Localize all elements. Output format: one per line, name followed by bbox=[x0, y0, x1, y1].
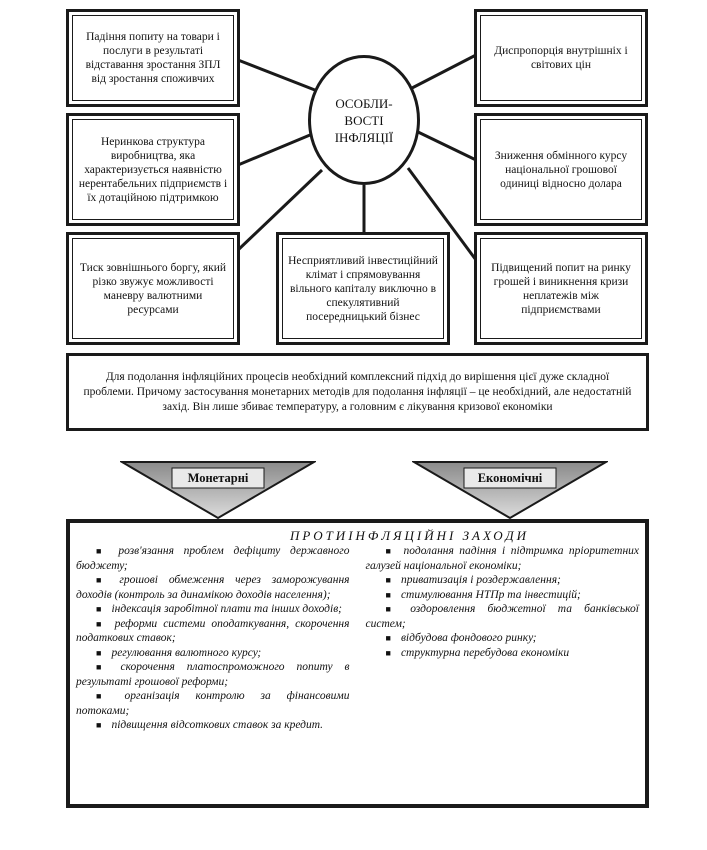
arrow-monetary bbox=[120, 460, 316, 520]
economic-list bbox=[366, 544, 640, 660]
measure-text: структурна перебудова економіки bbox=[400, 646, 570, 659]
bullet-icon: ■ bbox=[385, 647, 391, 658]
measure-text: реформи системи оподаткування, скорочення податкових ставок; bbox=[76, 617, 350, 644]
measure-item bbox=[76, 646, 350, 661]
bullet-icon: ■ bbox=[96, 546, 109, 556]
measure-text: організація контролю за фінансовими потоками; bbox=[76, 690, 350, 717]
measure-text: приватизація і роздержавлення; bbox=[400, 574, 561, 586]
measure-item bbox=[76, 544, 350, 573]
summary-box bbox=[66, 353, 649, 431]
measure-item bbox=[366, 573, 640, 588]
monetary-list bbox=[76, 544, 350, 733]
measure-item bbox=[366, 544, 640, 573]
connector-demand-lag bbox=[238, 60, 320, 92]
feature-text: Підвищений попит на ринку грошей і виникнення кризи неплатежів між підприємствами bbox=[480, 238, 642, 339]
economic-measures bbox=[366, 544, 640, 733]
arrow-down-icon bbox=[120, 460, 316, 520]
center-label: ОСОБЛИ-ВОСТІ ІНФЛЯЦІЇ bbox=[334, 95, 394, 145]
bullet-icon: ■ bbox=[96, 720, 102, 730]
measure-text: грошові обмеження через заморожування доходів (контроль за динамікою доходів населення); bbox=[76, 574, 350, 601]
measure-text: підвищення відсоткових ставок за кредит. bbox=[111, 719, 324, 731]
measure-item bbox=[366, 631, 640, 646]
monetary-measures bbox=[76, 544, 350, 733]
measure-item bbox=[76, 617, 350, 646]
measure-item bbox=[76, 660, 350, 689]
connector-price-disproportion bbox=[412, 55, 476, 88]
arrow-monetary-label: Монетарні bbox=[187, 471, 249, 485]
bullet-icon: ■ bbox=[96, 647, 102, 658]
measure-item bbox=[76, 602, 350, 617]
feature-text: Неринкова структура виробництва, яка характеризується наявністю нерентабельних підприємств і їх дотаційною підтримкою bbox=[72, 119, 234, 220]
connector-nonmarket-structure bbox=[238, 135, 310, 165]
bullet-icon: ■ bbox=[385, 633, 391, 643]
measure-item bbox=[76, 689, 350, 718]
measure-text: скорочення платоспроможного попиту в результаті грошової реформи; bbox=[76, 661, 350, 688]
feature-exchange-rate bbox=[474, 113, 648, 226]
bullet-icon: ■ bbox=[96, 618, 105, 629]
measure-item bbox=[76, 573, 350, 602]
measure-item bbox=[366, 602, 640, 631]
measure-item bbox=[366, 588, 640, 603]
bullet-icon: ■ bbox=[96, 691, 115, 701]
measure-text: стимулювання НТПр та інвестицій; bbox=[400, 588, 581, 601]
bullet-icon: ■ bbox=[385, 546, 394, 556]
feature-demand-lag bbox=[66, 9, 240, 107]
feature-investment-climate bbox=[276, 232, 450, 345]
bullet-icon: ■ bbox=[385, 575, 391, 585]
bullet-icon: ■ bbox=[96, 662, 111, 672]
arrow-economic-label: Економічні bbox=[477, 471, 543, 485]
measure-item bbox=[76, 718, 350, 733]
measure-text: регулювання валютного курсу; bbox=[111, 646, 262, 659]
feature-text: Тиск зовнішнього боргу, який різко звужує можливості маневру валютними ресурсами bbox=[72, 238, 234, 339]
measure-item bbox=[366, 646, 640, 661]
feature-money-demand bbox=[474, 232, 648, 345]
measures-box bbox=[66, 519, 649, 808]
measure-text: індексація заробітної плати та інших доходів; bbox=[111, 603, 343, 615]
center-circle bbox=[308, 55, 420, 185]
feature-price-disproportion bbox=[474, 9, 648, 107]
measure-text: відбудова фондового ринку; bbox=[400, 632, 537, 644]
arrow-down-icon bbox=[412, 460, 608, 520]
feature-text: Падіння попиту на товари і послуги в результаті відставання зростання ЗПЛ від зростання споживчих bbox=[72, 15, 234, 101]
feature-external-debt bbox=[66, 232, 240, 345]
summary-text: Для подолання інфляційних процесів необхідний комплексний підхід до вирішення цієї дуже складної проблеми. Причому застосування монетарних методів для подолання інфляції – це необхідний, але недостатній захід. Він лише збиває температуру, а головним є лікування кризової економіки bbox=[83, 370, 632, 413]
measure-text: подолання падіння і підтримка пріоритетних галузей національної економіки; bbox=[365, 545, 640, 572]
bullet-icon: ■ bbox=[96, 575, 110, 585]
feature-text: Несприятливий інвестиційний клімат і спрямовування вільного капіталу виключно в спекулятивний посередницький бізнес bbox=[282, 238, 444, 339]
connector-exchange-rate bbox=[418, 132, 476, 160]
feature-text: Диспропорція внутрішніх і світових цін bbox=[480, 15, 642, 101]
feature-nonmarket-structure bbox=[66, 113, 240, 226]
feature-text: Зниження обмінного курсу національної грошової одиниці відносно долара bbox=[480, 119, 642, 220]
bullet-icon: ■ bbox=[96, 604, 102, 614]
measure-text: оздоровлення бюджетної та банківської систем; bbox=[365, 603, 640, 630]
measures-title: ПРОТИІНФЛЯЦІЙНІ ЗАХОДИ bbox=[290, 528, 529, 543]
arrow-economic bbox=[412, 460, 608, 520]
measure-text: розв'язання проблем дефіциту державного бюджету; bbox=[76, 545, 350, 572]
bullet-icon: ■ bbox=[385, 604, 401, 614]
bullet-icon: ■ bbox=[385, 589, 391, 600]
